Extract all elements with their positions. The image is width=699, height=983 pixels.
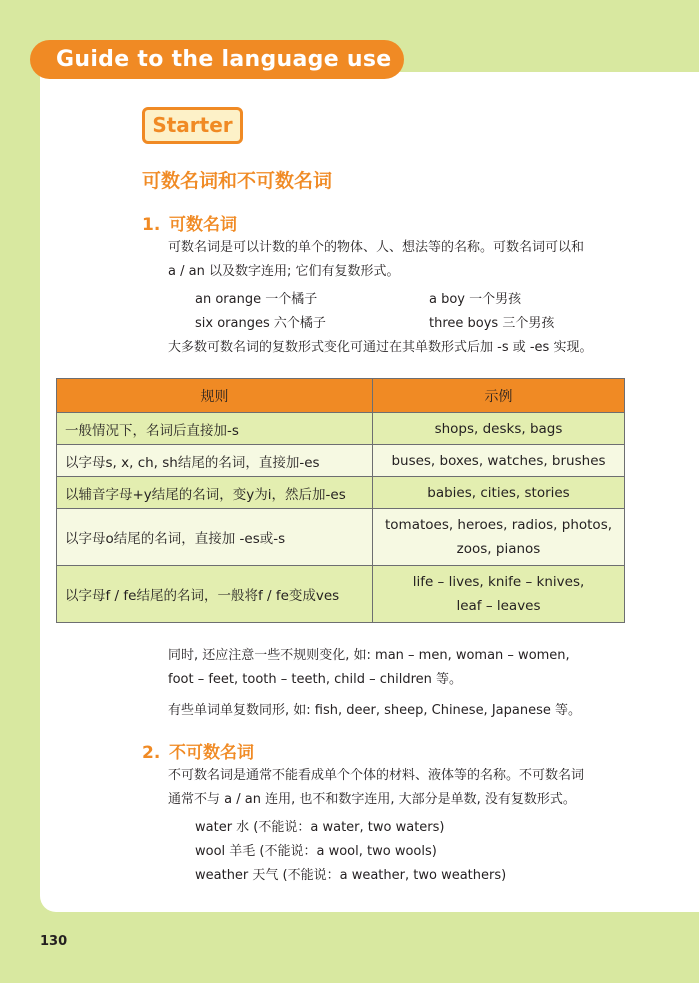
rule-cell: 一般情况下，名词后直接加-s [57, 413, 373, 445]
table-header-row [57, 379, 625, 413]
irregular-line1: 同时, 还应注意一些不规则变化, 如: man – men, woman – women, [168, 648, 570, 663]
rule-cell: 以字母o结尾的名词，直接加 -es或-s [57, 509, 373, 566]
example-weather: weather 天气 (不能说：a weather, two weathers) [195, 868, 507, 883]
main-title: 可数名词和不可数名词 [142, 170, 333, 192]
irregular-note [168, 644, 638, 692]
rule-cell: 以字母f / fe结尾的名词，一般将f / fe变成ves [57, 566, 373, 623]
table-row [57, 445, 625, 477]
example-wool: wool 羊毛 (不能说：a wool, two wools) [195, 844, 437, 859]
page-number: 130 [40, 934, 68, 949]
example-water: water 水 (不能说：a water, two waters) [195, 820, 445, 835]
header-example: 示例 [373, 379, 625, 413]
section1-number: 1. [142, 215, 161, 235]
example-text: babies, cities, stories [427, 484, 570, 501]
section2-title: 不可数名词 [169, 743, 254, 763]
example-cell [373, 509, 625, 566]
table-row [57, 413, 625, 445]
section1-intro-line1: 可数名词是可以计数的单个的物体、人、想法等的名称。可数名词可以和 [168, 240, 585, 255]
section1-title: 可数名词 [169, 215, 237, 235]
plural-rules-table [56, 378, 625, 623]
section1-intro-line2: a / an 以及数字连用; 它们有复数形式。 [168, 264, 400, 279]
example-six-oranges: six oranges 六个橘子 [195, 316, 326, 331]
starter-badge: Starter [142, 107, 243, 144]
section1-heading [142, 210, 237, 235]
example-text: life – lives, knife – knives, [412, 574, 585, 590]
example-cell [373, 477, 625, 509]
table-row [57, 509, 625, 566]
example-cell [373, 566, 625, 623]
example-an-orange: an orange 一个橘子 [195, 292, 318, 307]
example-text: buses, boxes, watches, brushes [391, 452, 606, 469]
table-row [57, 566, 625, 623]
table-row [57, 477, 625, 509]
rule-cell: 以字母s, x, ch, sh结尾的名词，直接加-es [57, 445, 373, 477]
chapter-banner: Guide to the language use [30, 40, 404, 79]
irregular-line2: foot – feet, tooth – teeth, child – children 等。 [168, 672, 462, 687]
header-rule: 规则 [57, 379, 373, 413]
example-text: tomatoes, heroes, radios, photos, [384, 517, 613, 533]
section2-number: 2. [142, 743, 161, 763]
same-form-note: 有些单词单复数同形, 如: fish, deer, sheep, Chinese, Japanese 等。 [168, 703, 581, 718]
example-a-boy: a boy 一个男孩 [429, 292, 522, 307]
section1-intro [168, 236, 638, 284]
example-three-boys: three boys 三个男孩 [429, 316, 555, 331]
example-cell [373, 445, 625, 477]
example-text: shops, desks, bags [434, 420, 563, 437]
example-cell [373, 413, 625, 445]
section2-intro-line2: 通常不与 a / an 连用, 也不和数字连用, 大部分是单数, 没有复数形式。 [168, 792, 576, 807]
rule-cell: 以辅音字母+y结尾的名词，变y为i，然后加-es [57, 477, 373, 509]
example-text: zoos, pianos [456, 541, 541, 557]
example-text: leaf – leaves [456, 598, 541, 614]
plural-note: 大多数可数名词的复数形式变化可通过在其单数形式后加 -s 或 -es 实现。 [168, 340, 593, 355]
section2-heading [142, 738, 254, 763]
section2-intro [168, 764, 638, 812]
section2-intro-line1: 不可数名词是通常不能看成单个个体的材料、液体等的名称。不可数名词 [168, 768, 585, 783]
